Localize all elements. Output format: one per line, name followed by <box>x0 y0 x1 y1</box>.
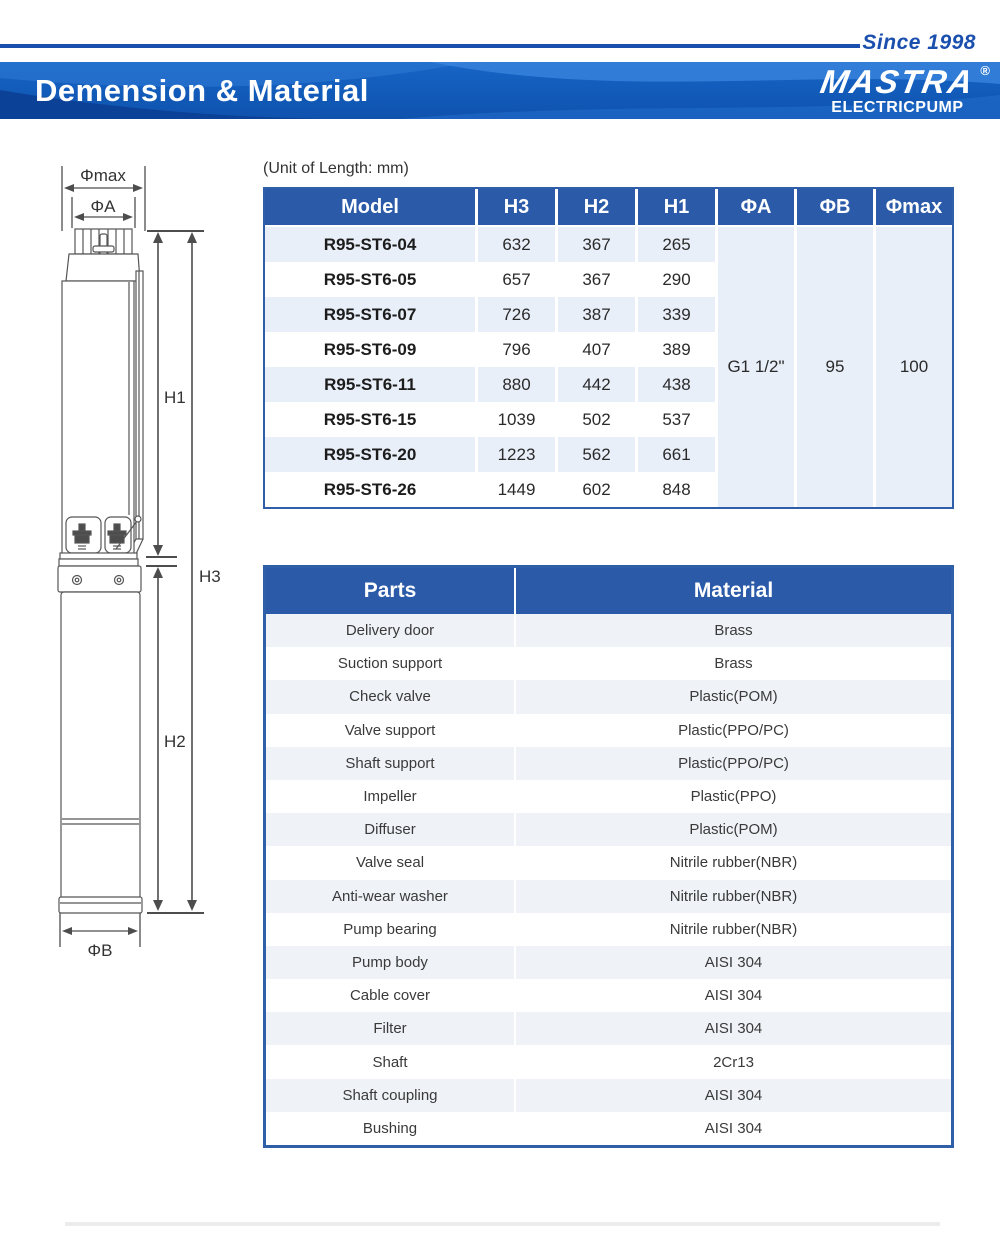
part-name-cell: Valve seal <box>266 846 516 879</box>
material-cell: AISI 304 <box>704 987 763 1005</box>
dim-label-h3: H3 <box>199 567 221 586</box>
dim-cell-h3: 657 <box>478 262 555 297</box>
part-name-cell: Diffuser <box>266 813 516 846</box>
parts-header-cell: Parts <box>266 568 516 614</box>
dim-header-h2: H2 <box>558 189 635 225</box>
dim-cell-h2: 602 <box>558 472 635 507</box>
table-row <box>266 680 951 713</box>
part-name-cell: Shaft support <box>266 747 516 780</box>
material-cell: Plastic(PPO/PC) <box>678 721 789 739</box>
dim-cell-h1: 290 <box>638 262 715 297</box>
table-row <box>266 647 951 680</box>
part-name-cell: Bushing <box>266 1112 516 1145</box>
part-name-cell: Delivery door <box>266 614 516 647</box>
material-cell: Nitrile rubber(NBR) <box>669 854 798 872</box>
dim-header-phib: ΦB <box>797 189 873 225</box>
material-cell: AISI 304 <box>704 953 763 971</box>
parts-table-header <box>266 568 951 614</box>
material-cell: Nitrile rubber(NBR) <box>669 920 798 938</box>
dim-cell-h3: 1039 <box>478 402 555 437</box>
part-name-cell: Cable cover <box>266 979 516 1012</box>
dim-cell-h3: 1223 <box>478 437 555 472</box>
part-name-cell: Pump body <box>266 946 516 979</box>
dim-cell-h1: 537 <box>638 402 715 437</box>
merged-cell-phia: G1 1/2" <box>718 227 794 507</box>
column-h2 <box>558 189 635 507</box>
table-row <box>266 1079 951 1112</box>
dim-cell-h1: 389 <box>638 332 715 367</box>
model-cell: R95-ST6-26 <box>265 472 475 507</box>
material-cell: Brass <box>714 622 753 640</box>
part-name-cell: Shaft <box>266 1045 516 1078</box>
part-name-cell: Impeller <box>266 780 516 813</box>
table-row <box>266 1112 951 1145</box>
dim-label-h1: H1 <box>164 388 186 407</box>
dim-cell-h1: 661 <box>638 437 715 472</box>
part-name-cell: Pump bearing <box>266 913 516 946</box>
dim-cell-h3: 796 <box>478 332 555 367</box>
material-cell: Nitrile rubber(NBR) <box>669 887 798 905</box>
dim-label-h2: H2 <box>164 732 186 751</box>
part-name-cell: Check valve <box>266 680 516 713</box>
dim-cell-h2: 387 <box>558 297 635 332</box>
material-cell: Plastic(PPO/PC) <box>678 754 789 772</box>
footer-divider <box>65 1222 940 1226</box>
model-cell: R95-ST6-04 <box>265 227 475 262</box>
dim-cell-h2: 367 <box>558 262 635 297</box>
table-row <box>266 979 951 1012</box>
material-cell: Plastic(POM) <box>689 821 778 839</box>
dim-cell-h2: 442 <box>558 367 635 402</box>
material-cell: AISI 304 <box>704 1119 763 1137</box>
dim-cell-h3: 1449 <box>478 472 555 507</box>
brand-logo <box>817 63 990 117</box>
table-row <box>266 780 951 813</box>
table-row <box>266 880 951 913</box>
brand-name: MASTRA <box>817 63 978 100</box>
material-cell: AISI 304 <box>704 1020 763 1038</box>
model-cell: R95-ST6-09 <box>265 332 475 367</box>
dim-cell-h1: 339 <box>638 297 715 332</box>
registered-mark-icon: ® <box>980 63 990 78</box>
dim-cell-h1: 265 <box>638 227 715 262</box>
table-row <box>266 747 951 780</box>
table-row <box>266 946 951 979</box>
merged-cell-phib: 95 <box>797 227 873 507</box>
dim-label-phimax: Φmax <box>80 166 126 185</box>
dim-cell-h3: 726 <box>478 297 555 332</box>
column-phib <box>797 189 873 507</box>
dim-header-h3: H3 <box>478 189 555 225</box>
dim-label-phia: ΦA <box>90 197 116 216</box>
model-cell: R95-ST6-11 <box>265 367 475 402</box>
since-label: Since 1998 <box>862 31 976 54</box>
pump-diagram <box>0 0 260 1000</box>
column-phia <box>718 189 794 507</box>
dim-header-phia: ΦA <box>718 189 794 225</box>
material-cell: Brass <box>714 655 753 673</box>
unit-note: (Unit of Length: mm) <box>263 160 409 177</box>
part-name-cell: Valve support <box>266 714 516 747</box>
material-cell: Plastic(PPO) <box>690 788 777 806</box>
material-cell: 2Cr13 <box>713 1053 754 1071</box>
dim-header-phimax: Φmax <box>876 189 952 225</box>
dim-cell-h3: 880 <box>478 367 555 402</box>
table-row <box>266 714 951 747</box>
dim-cell-h1: 438 <box>638 367 715 402</box>
material-cell: AISI 304 <box>704 1086 763 1104</box>
dim-cell-h3: 632 <box>478 227 555 262</box>
dim-cell-h2: 407 <box>558 332 635 367</box>
merged-cell-phimax: 100 <box>876 227 952 507</box>
table-row <box>266 614 951 647</box>
model-cell: R95-ST6-20 <box>265 437 475 472</box>
page-title: Demension & Material <box>35 73 369 108</box>
dim-cell-h2: 502 <box>558 402 635 437</box>
column-h3 <box>478 189 555 507</box>
dim-cell-h1: 848 <box>638 472 715 507</box>
column-phimax <box>876 189 952 507</box>
model-cell: R95-ST6-15 <box>265 402 475 437</box>
table-row <box>266 913 951 946</box>
model-cell: R95-ST6-07 <box>265 297 475 332</box>
dimension-table <box>263 187 954 509</box>
pump-outline <box>58 229 143 913</box>
table-row <box>266 813 951 846</box>
dim-header-model: Model <box>265 189 475 225</box>
part-name-cell: Filter <box>266 1012 516 1045</box>
model-cell: R95-ST6-05 <box>265 262 475 297</box>
parts-table <box>263 565 954 1148</box>
dim-cell-h2: 562 <box>558 437 635 472</box>
dim-label-phib: ΦB <box>87 941 113 960</box>
part-name-cell: Shaft coupling <box>266 1079 516 1112</box>
dim-header-h1: H1 <box>638 189 715 225</box>
part-name-cell: Anti-wear washer <box>266 880 516 913</box>
material-header-cell: Material <box>693 579 774 602</box>
column-h1 <box>638 189 715 507</box>
table-row <box>266 1012 951 1045</box>
dim-cell-h2: 367 <box>558 227 635 262</box>
brand-subtitle: ELECTRICPUMP <box>831 99 964 116</box>
column-model <box>265 189 475 507</box>
table-row <box>266 846 951 879</box>
part-name-cell: Suction support <box>266 647 516 680</box>
material-cell: Plastic(POM) <box>689 688 778 706</box>
table-row <box>266 1045 951 1078</box>
